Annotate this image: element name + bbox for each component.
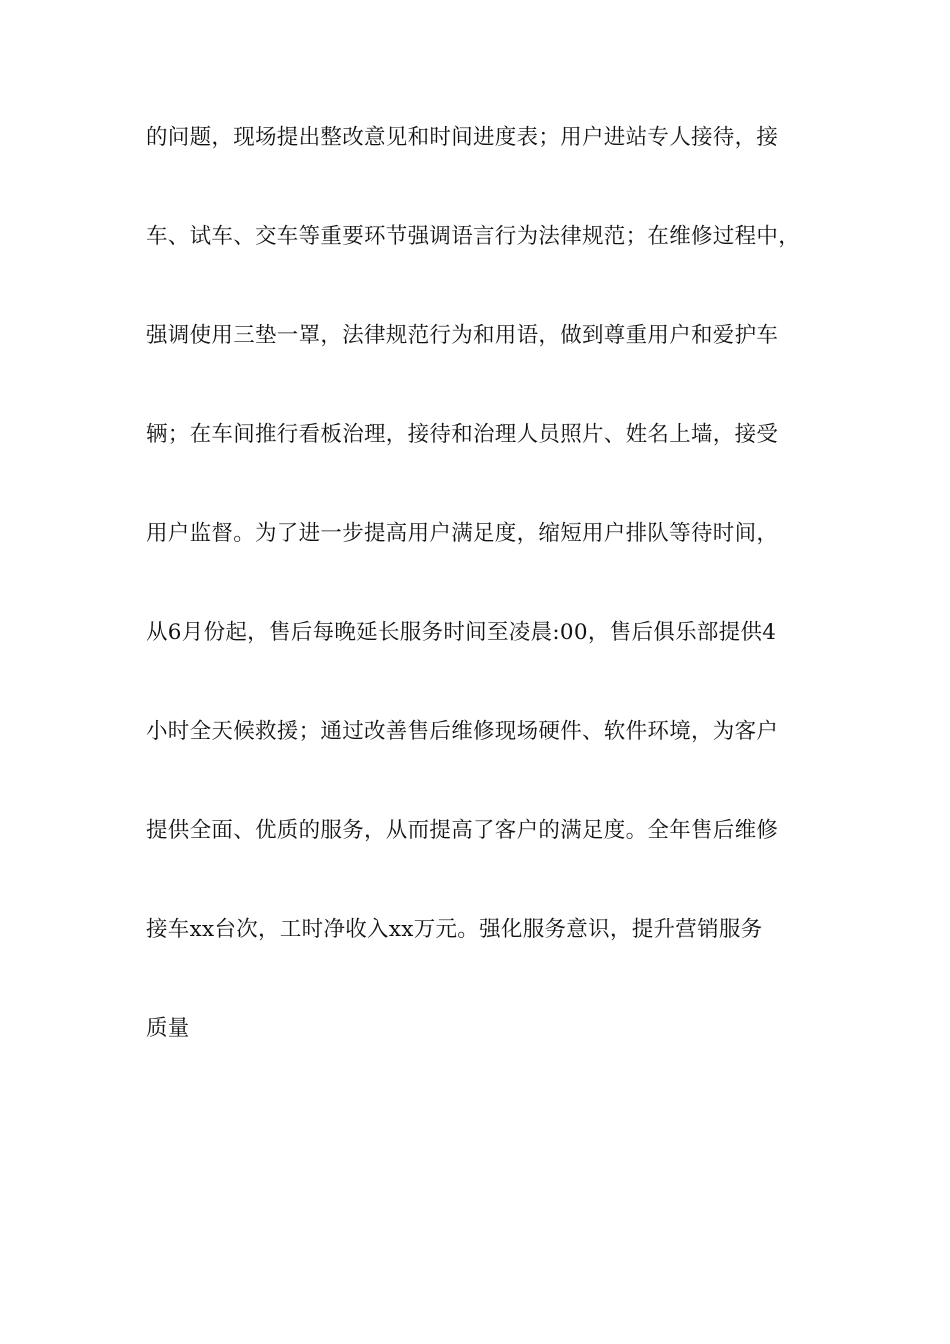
text-line: 辆；在车间推行看板治理，接待和治理人员照片、姓名上墙，接受 [146,422,779,447]
text-line: 的问题，现场提出整改意见和时间进度表；用户进站专人接待，接 [146,125,779,150]
text-line: 提供全面、优质的服务，从而提高了客户的满足度。全年售后维修 [146,818,779,843]
body-text [146,118,816,1108]
text-line: 小时全天候救援；通过改善售后维修现场硬件、软件环境，为客户 [146,719,779,744]
text-line: 用户监督。为了进一步提高用户满足度，缩短用户排队等待时间， [146,521,779,546]
text-line: 接车xx台次，工时净收入xx万元。强化服务意识，提升营销服务 [146,917,763,942]
text-line: 质量 [146,1016,190,1041]
text-line: 车、试车、交车等重要环节强调语言行为法律规范；在维修过程中， [146,224,801,249]
text-line: 从6月份起，售后每晚延长服务时间至凌晨:00，售后俱乐部提供4 [146,620,777,645]
text-line: 强调使用三垫一罩，法律规范行为和用语，做到尊重用户和爱护车 [146,323,779,348]
